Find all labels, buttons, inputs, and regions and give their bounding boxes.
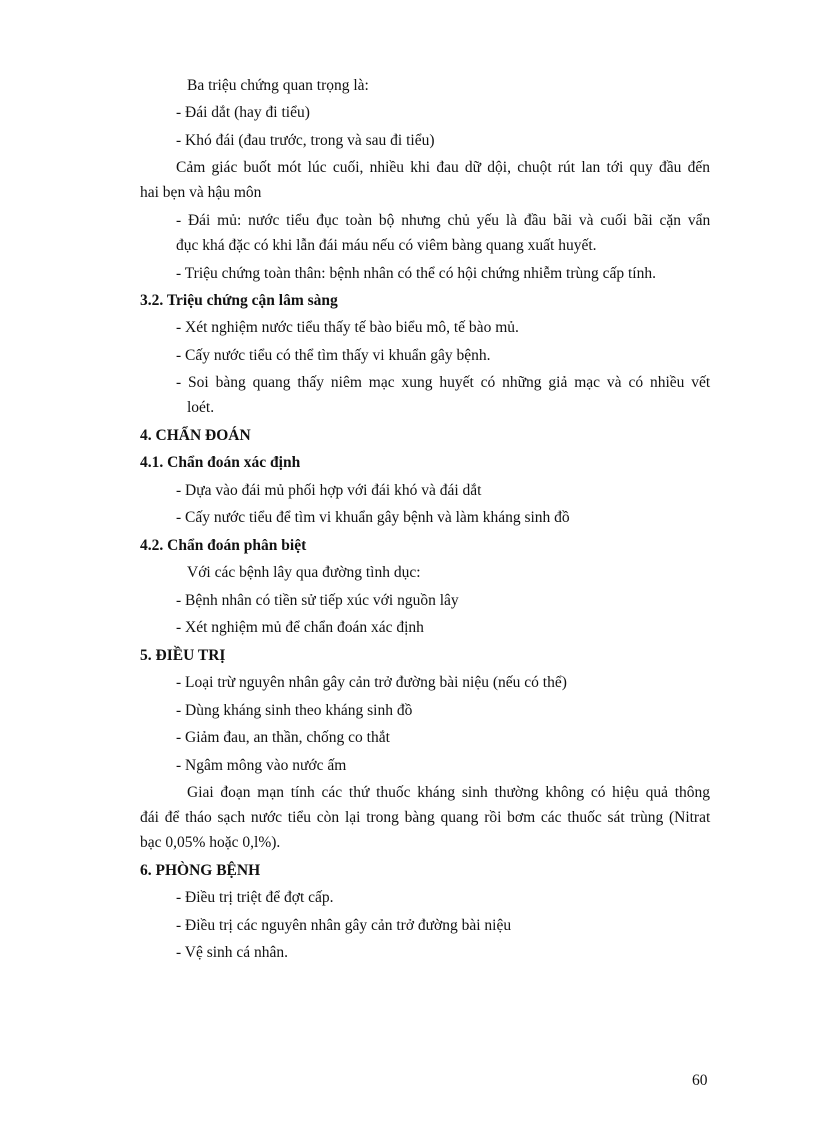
prevention-item-acute: - Điều trị triệt để đợt cấp. — [176, 889, 334, 906]
diagnosis-item-pyuria: - Dựa vào đái mủ phối hợp với đái khó và đái dắt — [176, 482, 482, 499]
lab-item-cystoscopy-line-2: loét. — [187, 399, 215, 416]
treatment-paragraph-line-3: bạc 0,05% hoặc 0,l%). — [140, 834, 281, 851]
treatment-paragraph-line-2: đái để tháo sạch nước tiểu còn lại trong bàng quang rồi bơm các thuốc sát trùng (Nitrat — [140, 809, 711, 826]
lab-item-urine-culture: - Cấy nước tiểu có thể tìm thấy vi khuẩn gây bệnh. — [176, 347, 491, 364]
prevention-item-causes: - Điều trị các nguyên nhân gây cản trở đường bài niệu — [176, 917, 512, 934]
section-heading-5: 5. ĐIỀU TRỊ — [140, 647, 226, 664]
treatment-item-sitz-bath: - Ngâm mông vào nước ấm — [176, 757, 347, 774]
section-heading-4: 4. CHẨN ĐOÁN — [140, 427, 251, 444]
symptom-paragraph-line-1: Cảm giác buốt mót lúc cuối, nhiều khi đau dữ dội, chuột rút lan tới quy đầu đến — [176, 159, 710, 176]
symptom-systemic: - Triệu chứng toàn thân: bệnh nhân có thể có hội chứng nhiễm trùng cấp tính. — [176, 265, 656, 282]
section-heading-4-2: 4.2. Chẩn đoán phân biệt — [140, 537, 307, 554]
lab-item-cystoscopy-line-1: - Soi bàng quang thấy niêm mạc xung huyết có những giả mạc và có nhiều vết — [176, 374, 711, 391]
section-heading-4-1: 4.1. Chẩn đoán xác định — [140, 454, 301, 471]
section-heading-6: 6. PHÒNG BỆNH — [140, 862, 261, 879]
symptoms-intro: Ba triệu chứng quan trọng là: — [187, 77, 369, 94]
symptom-pyuria-line-1: - Đái mủ: nước tiểu đục toàn bộ nhưng chủ yếu là đầu bãi và cuối bãi cặn vẩn — [176, 212, 711, 229]
section-heading-3-2: 3.2. Triệu chứng cận lâm sàng — [140, 292, 338, 309]
differential-item-history: - Bệnh nhân có tiền sử tiếp xúc với nguồn lây — [176, 592, 459, 609]
lab-item-urinalysis: - Xét nghiệm nước tiểu thấy tế bào biểu mô, tế bào mủ. — [176, 319, 519, 336]
diagnosis-item-culture: - Cấy nước tiểu để tìm vi khuẩn gây bệnh và làm kháng sinh đồ — [176, 509, 570, 526]
page-number: 60 — [692, 1071, 708, 1089]
symptom-item-frequent-urination: - Đái dắt (hay đi tiểu) — [176, 104, 310, 121]
differential-item-pus-test: - Xét nghiệm mủ để chẩn đoán xác định — [176, 619, 424, 636]
prevention-item-hygiene: - Vệ sinh cá nhân. — [176, 944, 289, 961]
treatment-item-analgesics: - Giảm đau, an thần, chống co thắt — [176, 729, 390, 746]
treatment-item-antibiotics: - Dùng kháng sinh theo kháng sinh đồ — [176, 702, 413, 719]
symptom-item-dysuria: - Khó đái (đau trước, trong và sau đi tiểu) — [176, 132, 435, 149]
treatment-paragraph-line-1: Giai đoạn mạn tính các thứ thuốc kháng sinh thường không có hiệu quả thông — [187, 784, 711, 801]
symptom-paragraph-line-2: hai bẹn và hậu môn — [140, 184, 262, 201]
treatment-item-remove-cause: - Loại trừ nguyên nhân gây cản trở đường bài niệu (nếu có thể) — [176, 674, 567, 691]
differential-intro: Với các bệnh lây qua đường tình dục: — [187, 564, 421, 581]
symptom-pyuria-line-2: đục khá đặc có khi lẫn đái máu nếu có viêm bàng quang xuất huyết. — [176, 237, 597, 254]
